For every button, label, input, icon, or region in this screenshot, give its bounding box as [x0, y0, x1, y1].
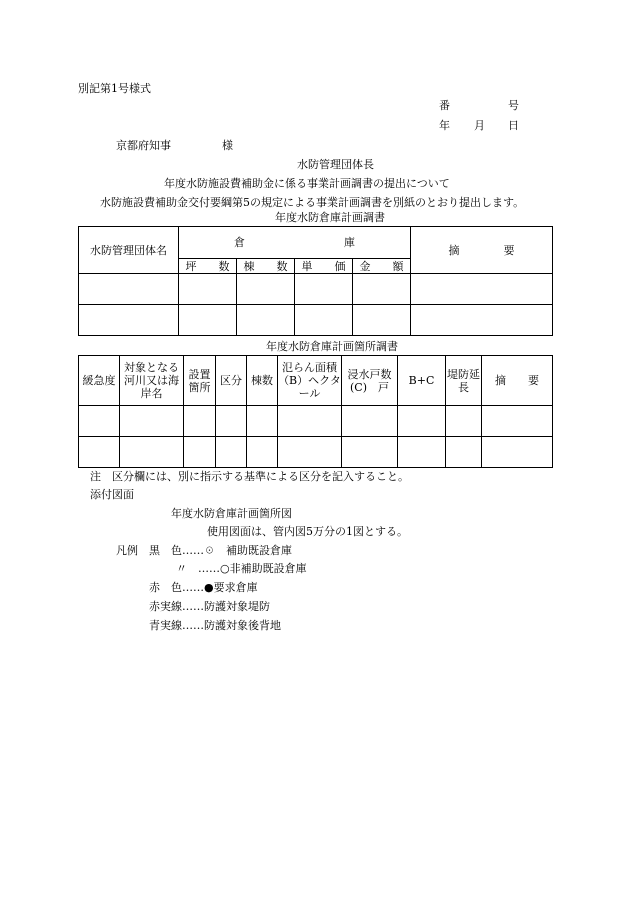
table-cell [79, 305, 179, 336]
table-cell [216, 406, 247, 437]
table2-header-tosu: 棟数 [247, 356, 278, 406]
table2-header-houses: 浸水戸数(C) 戸 [342, 356, 398, 406]
table-cell [120, 406, 184, 437]
table1-sub-tanka: 単 価 [295, 259, 353, 274]
subject: 年度水防施設費補助金に係る事業計画調書の提出について [164, 177, 450, 190]
body-text: 水防施設費補助金交付要綱第5の規定による事業計画調書を別紙のとおり提出します。 [100, 196, 525, 209]
table-cell [247, 437, 278, 468]
table1-title: 年度水防倉庫計画調書 [275, 211, 385, 224]
table-cell [120, 437, 184, 468]
table2-header-kankyudo: 緩急度 [79, 356, 120, 406]
table-cell [184, 406, 216, 437]
table-cell [79, 274, 179, 305]
map-usage: 使用図面は、管内図5万分の1図とする。 [207, 525, 408, 538]
number-ban: 番 [439, 99, 450, 112]
addressee-name: 京都府知事 [116, 139, 171, 152]
table-cell [295, 274, 353, 305]
date-year: 年 [439, 119, 450, 132]
table-cell [247, 406, 278, 437]
legend-label: 凡例 [116, 544, 138, 557]
table-cell [342, 437, 398, 468]
number-go: 号 [508, 99, 519, 112]
table2-header-location: 設置箇所 [184, 356, 216, 406]
table2-header-river: 対象となる河川又は海岸名 [120, 356, 184, 406]
table-cell [179, 274, 237, 305]
table-cell [482, 437, 553, 468]
table-cell [79, 406, 120, 437]
table-row [79, 406, 553, 437]
legend-item-ditto: 〃 ……○非補助既設倉庫 [176, 562, 307, 575]
table2-header-remarks: 摘 要 [482, 356, 553, 406]
legend-item-blue-line: 青実線……防護対象後背地 [149, 619, 281, 632]
table-cell [278, 406, 342, 437]
table2-title: 年度水防倉庫計画箇所調書 [266, 340, 398, 353]
note: 注 区分欄には、別に指示する基準による区分を記入すること。 [90, 470, 409, 483]
table-cell [237, 274, 295, 305]
table-cell [398, 437, 446, 468]
table-cell [179, 305, 237, 336]
table2-header-flood-area: 氾らん面積（B）ヘクタール [278, 356, 342, 406]
table-cell [411, 274, 553, 305]
table-cell [237, 305, 295, 336]
table-cell [411, 305, 553, 336]
table-cell [398, 406, 446, 437]
table-cell [184, 437, 216, 468]
table-row [79, 437, 553, 468]
map-title: 年度水防倉庫計画箇所図 [171, 507, 292, 520]
date-day: 日 [508, 119, 519, 132]
legend-item-black: 黒 色……☉ 補助既設倉庫 [149, 544, 292, 557]
table2-header-bc: B+C [398, 356, 446, 406]
table-cell [446, 406, 482, 437]
table2-header-kubun: 区分 [216, 356, 247, 406]
table-cell [353, 305, 411, 336]
table-row [79, 274, 553, 305]
table-cell [446, 437, 482, 468]
attached-label: 添付図面 [90, 488, 134, 501]
table1-header-soko: 倉 庫 [179, 227, 411, 259]
table1-sub-tosu: 棟 数 [237, 259, 295, 274]
table-cell [79, 437, 120, 468]
legend-item-red-line: 赤実線……防護対象堤防 [149, 600, 270, 613]
table-cell [482, 406, 553, 437]
table1-header-remarks: 摘 要 [411, 227, 553, 274]
table-cell [216, 437, 247, 468]
table1-header-org: 水防管理団体名 [79, 227, 179, 274]
legend-item-red: 赤 色……●要求倉庫 [149, 581, 258, 594]
table-cell [278, 437, 342, 468]
form-label: 別記第1号様式 [78, 82, 151, 95]
table2-header-levee: 堤防延長 [446, 356, 482, 406]
table1-sub-kingaku: 金 額 [353, 259, 411, 274]
table1-sub-tsubo: 坪 数 [179, 259, 237, 274]
table-cell [295, 305, 353, 336]
table2 [78, 355, 553, 468]
sender: 水防管理団体長 [297, 158, 374, 171]
addressee-sama: 様 [222, 139, 233, 152]
table1 [78, 226, 553, 336]
table-cell [342, 406, 398, 437]
table-row [79, 305, 553, 336]
table-cell [353, 274, 411, 305]
date-month: 月 [474, 119, 485, 132]
